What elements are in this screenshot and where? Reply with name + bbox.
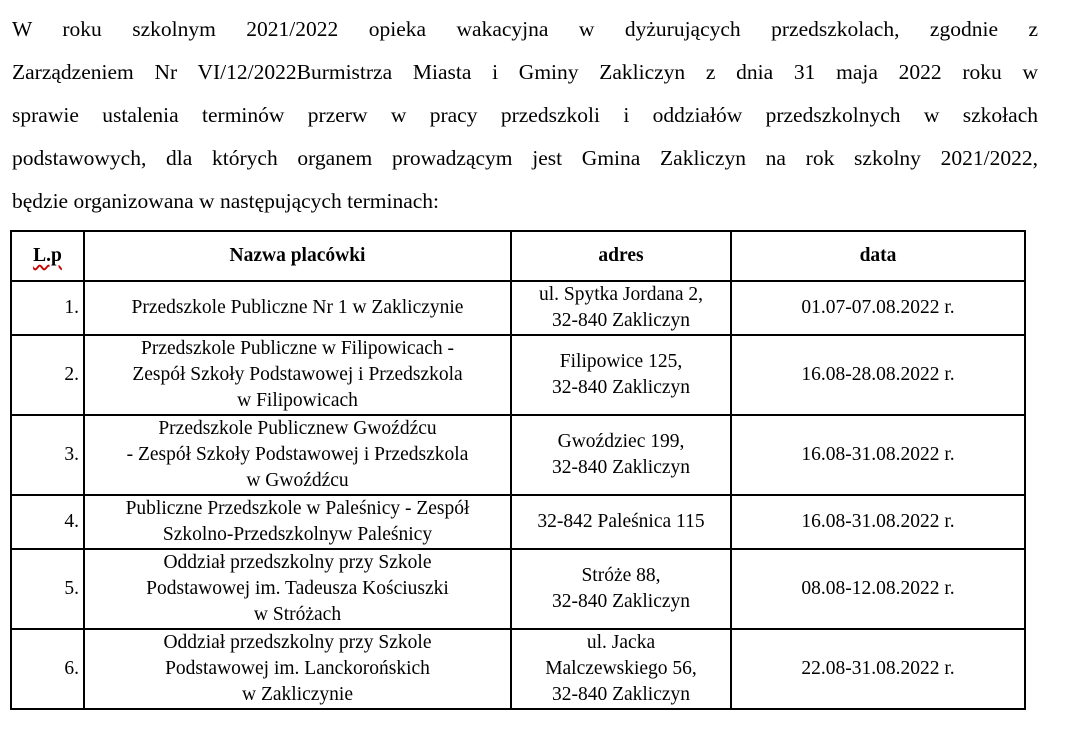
cell-line: Stróże 88, xyxy=(581,565,661,586)
table-row xyxy=(11,549,1025,629)
cell-address xyxy=(511,335,731,415)
table-row xyxy=(11,629,1025,709)
cell-name xyxy=(84,549,511,629)
cell-line: Przedszkole Publiczne Nr 1 w Zakliczynie xyxy=(131,297,464,318)
cell-date: 01.07-07.08.2022 r. xyxy=(731,281,1025,335)
header-address: adres xyxy=(511,231,731,281)
cell-address xyxy=(511,495,731,549)
cell-lp: 6. xyxy=(11,629,84,709)
cell-line: 32-840 Zakliczyn xyxy=(551,377,691,398)
table-row xyxy=(11,415,1025,495)
intro-line: Zarządzeniem Nr VI/12/2022Burmistrza Miasta i Gminy Zakliczyn z dnia 31 maja 2022 roku w xyxy=(12,60,1038,84)
cell-lp: 5. xyxy=(11,549,84,629)
cell-line: Filipowice 125, xyxy=(559,351,683,372)
cell-line: Szkolno-Przedszkolnyw Paleśnicy xyxy=(162,524,433,545)
cell-lp: 1. xyxy=(11,281,84,335)
intro-line: W roku szkolnym 2021/2022 opieka wakacyjna w dyżurujących przedszkolach, zgodnie z xyxy=(12,17,1038,41)
cell-address xyxy=(511,549,731,629)
cell-line: Zespół Szkoły Podstawowej i Przedszkola xyxy=(132,364,463,385)
cell-line: Publiczne Przedszkole w Paleśnicy - Zespół xyxy=(125,498,470,519)
table-header-row xyxy=(11,231,1025,281)
cell-date: 16.08-31.08.2022 r. xyxy=(731,495,1025,549)
cell-line: w Stróżach xyxy=(253,604,342,625)
table-row xyxy=(11,335,1025,415)
cell-line: Malczewskiego 56, xyxy=(545,658,697,679)
table-row xyxy=(11,281,1025,335)
cell-address xyxy=(511,629,731,709)
cell-line: Podstawowej im. Tadeusza Kościuszki xyxy=(146,578,449,599)
header-name: Nazwa placówki xyxy=(84,231,511,281)
cell-line: Oddział przedszkolny przy Szkole xyxy=(163,552,432,573)
intro-line: podstawowych, dla których organem prowadzącym jest Gmina Zakliczyn na rok szkolny 2021/2022, xyxy=(12,146,1038,170)
table-row xyxy=(11,495,1025,549)
cell-name xyxy=(84,415,511,495)
cell-name xyxy=(84,281,511,335)
cell-lp: 4. xyxy=(11,495,84,549)
cell-line: ul. Spytka Jordana 2, xyxy=(538,284,704,305)
kindergarten-schedule-table xyxy=(10,230,1026,710)
cell-date: 16.08-28.08.2022 r. xyxy=(731,335,1025,415)
header-lp xyxy=(11,231,84,281)
cell-line: Podstawowej im. Lanckorońskich xyxy=(165,658,430,679)
cell-line: Przedszkole Publicznew Gwoźdźcu xyxy=(158,418,437,439)
cell-line: 32-842 Paleśnica 115 xyxy=(537,511,705,532)
cell-address xyxy=(511,281,731,335)
cell-line: 32-840 Zakliczyn xyxy=(551,457,691,478)
cell-line: Gwoździec 199, xyxy=(557,431,685,452)
cell-name xyxy=(84,335,511,415)
cell-name xyxy=(84,495,511,549)
cell-date: 08.08-12.08.2022 r. xyxy=(731,549,1025,629)
cell-date: 16.08-31.08.2022 r. xyxy=(731,415,1025,495)
cell-lp: 2. xyxy=(11,335,84,415)
cell-line: ul. Jacka xyxy=(586,632,656,653)
cell-line: w Filipowicach xyxy=(237,390,358,411)
cell-line: w Zakliczynie xyxy=(242,684,353,705)
header-date: data xyxy=(731,231,1025,281)
intro-line: sprawie ustalenia terminów przerw w pracy przedszkoli i oddziałów przedszkolnych w szkołach xyxy=(12,103,1038,127)
cell-line: - Zespół Szkoły Podstawowej i Przedszkola xyxy=(126,444,469,465)
cell-address xyxy=(511,415,731,495)
cell-date: 22.08-31.08.2022 r. xyxy=(731,629,1025,709)
cell-line: 32-840 Zakliczyn xyxy=(551,310,691,331)
cell-line: Przedszkole Publiczne w Filipowicach - xyxy=(141,338,454,359)
cell-line: 32-840 Zakliczyn xyxy=(551,684,691,705)
cell-line: 32-840 Zakliczyn xyxy=(551,591,691,612)
header-lp-label: L.p xyxy=(33,245,62,266)
intro-line: będzie organizowana w następujących terminach: xyxy=(12,189,440,213)
intro-paragraph xyxy=(12,8,1038,223)
cell-name xyxy=(84,629,511,709)
cell-lp: 3. xyxy=(11,415,84,495)
cell-line: w Gwoźdźcu xyxy=(246,470,349,491)
cell-line: Oddział przedszkolny przy Szkole xyxy=(163,632,432,653)
